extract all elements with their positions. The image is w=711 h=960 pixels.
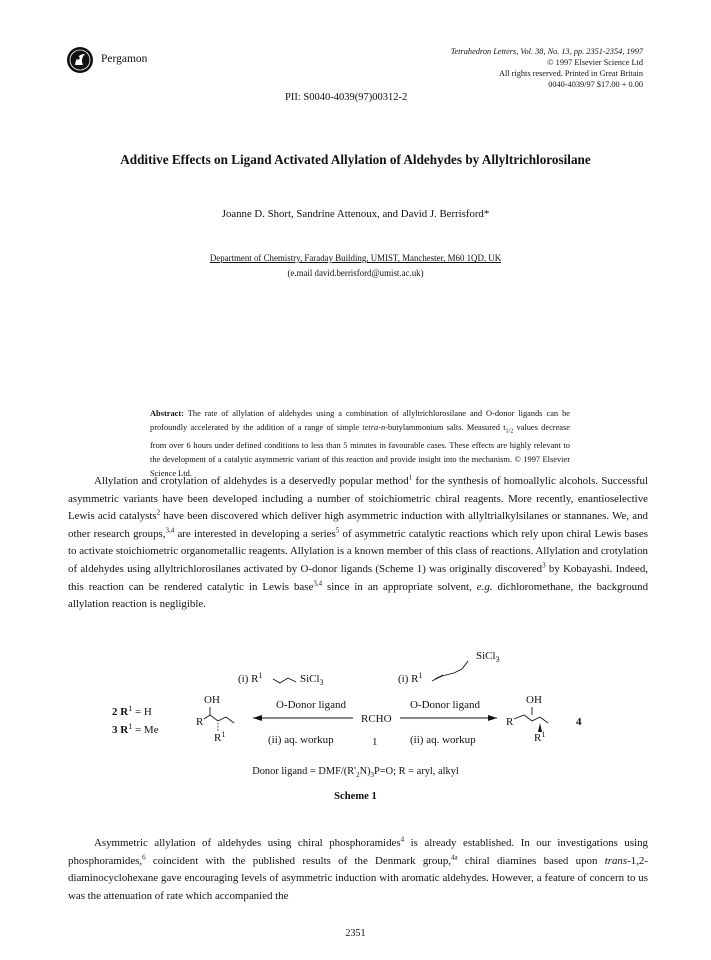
left-step-1: (i) $R^1$ (238, 671, 263, 685)
abstract-text-c: values decrease from over 6 hours under defined conditions to less than 5 minutes in favourable cases. These effects are highly relevant to the development of a catalytic asymmetric variant of this reaction and provide insight into the mechanism. © 1997 Elsevier Science Ltd. (150, 423, 570, 478)
ref-5: 3 (542, 561, 546, 570)
p2-ref-1: 4 (400, 835, 405, 844)
p1-f: by Kobayashi. Indeed, this reaction can be rendered catalytic in Lewis base (68, 562, 648, 593)
rights-line: All rights reserved. Printed in Great Britain (498, 69, 643, 78)
p1-c: have been discovered which deliver high asymmetric induction with allyltrialkylsilanes or stannanes. We, and other research groups, (68, 510, 648, 540)
p1-e: of asymmetric catalytic reactions which rely upon chiral Lewis bases to activate stoichiometric organometallic reagents. Allylation is a known member of this class of reactions. Allylation and crotylation of aldehydes using allyltrichlorosilanes activated by O-donor ligands (Scheme 1) was originally discovered (68, 527, 648, 575)
right-top-sicl3: SiCl$_3$ (476, 650, 500, 664)
compound-1-label: 1 (372, 736, 378, 748)
abstract-label: Abstract: (150, 409, 184, 418)
left-r: R (196, 716, 204, 728)
journal-header (451, 46, 643, 90)
abstract-tetra: tetra-n (362, 423, 386, 432)
abstract-text-b: -butylammonium salts. Measured t (385, 423, 506, 432)
ref-1: 1 (408, 473, 413, 482)
p2-e: -1,2-diaminocyclohexane gave encouraging levels of asymmetric induction with aromatic aldehydes. However, a feature of concern to us was the attenuation of rate which accompanied the (68, 854, 648, 902)
rcho: RCHO (361, 713, 392, 725)
p1-d: are interested in developing a series (174, 527, 336, 540)
price-line: 0040-4039/97 $17.00 + 0.00 (548, 80, 643, 89)
copyright-line: © 1997 Elsevier Science Ltd (547, 58, 643, 67)
affiliation (40, 251, 671, 281)
left-reagent: SiCl$_3$ (300, 673, 324, 687)
right-ligand: O-Donor ligand (410, 699, 480, 711)
pii: PII: S0040-4039(97)00312-2 (285, 92, 408, 103)
ref-2: 2 (156, 508, 161, 517)
donor-ligand-line: Donor ligand = DMF/$(R'_2N)_3P=O$; R = aryl, alkyl (252, 766, 459, 780)
p2-c: coincident with the published results of the Denmark group, (145, 854, 451, 867)
publisher-name: Pergamon (101, 53, 148, 65)
paragraph-1 (68, 473, 648, 614)
department: Department of Chemistry, Faraday Building, UMIST, Manchester, M60 1QD, UK (209, 253, 502, 263)
authors: Joanne D. Short, Sandrine Attenoux, and David J. Berrisford* (221, 208, 490, 220)
scheme-label: Scheme 1 (334, 791, 377, 802)
p1-eg: e.g. (476, 580, 493, 593)
p1-b: for the synthesis of homoallylic alcohols. Successful asymmetric variants have been developed including a number of stoichiometric chiral reagents. More recently, enantioselective Lewis acid catalysts (68, 475, 648, 523)
p1-a: Allylation and crotylation of aldehydes is a deservedly popular method (94, 475, 409, 487)
p1-g: since in an appropriate solvent, (322, 580, 477, 593)
left-r1: $R^1$ (214, 730, 226, 744)
p1-h: dichloromethane, the background allylation reaction is negligible. (68, 580, 649, 611)
pergamon-logo-icon (66, 46, 94, 74)
article-title: Additive Effects on Ligand Activated Allylation of Aldehydes by Allyltrichlorosilane (120, 152, 591, 167)
right-workup: (ii) aq. workup (410, 734, 476, 746)
paragraph-2 (68, 835, 648, 905)
abstract-half: 1/2 (505, 428, 514, 435)
right-r1: $R^1$ (534, 730, 546, 744)
ref-6: 3,4 (313, 578, 323, 587)
abstract-text: The rate of allylation of aldehydes using a combination of allyltrichlorosilane and O-donor ligands can be profoundly accelerated by the addition of a range of simple (150, 409, 570, 432)
right-oh: OH (526, 694, 542, 706)
left-ligand: O-Donor ligand (276, 699, 346, 711)
page-number: 2351 (345, 928, 366, 939)
abstract (150, 407, 570, 481)
compound-3: 3 $R^1 = Me$ (112, 722, 159, 736)
compound-2: 2 $R^1 = H$ (112, 704, 152, 718)
journal-line: Tetrahedron Letters, Vol. 38, No. 13, pp. 2351-2354, 1997 (450, 47, 643, 56)
compound-4: 4 (576, 716, 582, 728)
left-workup: (ii) aq. workup (268, 734, 334, 746)
p2-a: Asymmetric allylation of aldehydes using chiral phosphoramides (94, 837, 401, 849)
p2-trans: trans (604, 854, 628, 867)
p2-ref-2: 6 (142, 852, 146, 861)
p2-d: chiral diamines based upon (457, 854, 605, 867)
email: (e.mail david.berrisford@umist.ac.uk) (287, 268, 424, 278)
p2-ref-3: 4a (451, 852, 458, 861)
right-r: R (506, 716, 514, 728)
ref-4: 5 (335, 526, 340, 535)
ref-3: 3,4 (165, 526, 175, 535)
p2-b: is already established. In our investigations using phosphoramides, (68, 837, 648, 867)
right-step-1: (i) $R^1$ (398, 671, 423, 685)
left-oh: OH (204, 694, 220, 706)
